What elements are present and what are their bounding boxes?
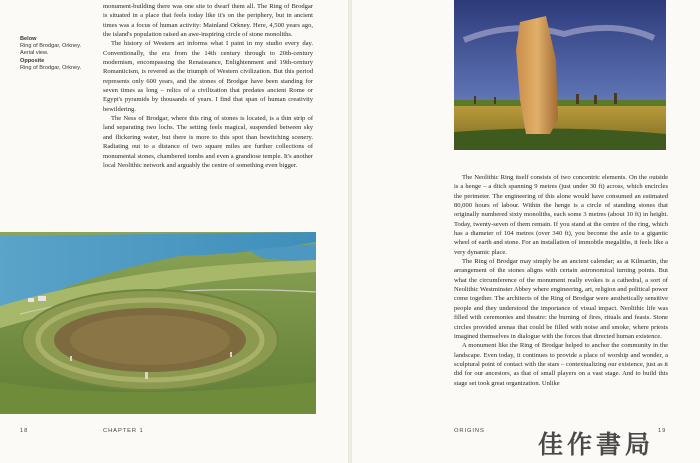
caption-opposite-text: Ring of Brodgar, Orkney. — [20, 65, 82, 71]
caption-opposite — [20, 58, 86, 72]
watermark-text: 佳作書局 — [538, 430, 655, 459]
caption-opposite-label: Opposite — [20, 58, 45, 64]
caption-below-text: Ring of Brodgar, Orkney. Aerial view. — [20, 43, 82, 56]
page-number-right: 19 — [658, 428, 667, 434]
caption-below — [20, 36, 86, 57]
page-number-left: 18 — [20, 428, 29, 434]
aerial-photo — [0, 232, 316, 414]
standing-stone-photo — [454, 0, 666, 150]
running-head-right: ORIGINS — [454, 428, 485, 434]
right-paragraph: The Ring of Brodgar may simply be an ancient calendar; as at Kilmartin, the arrangement of the stones aligns with certain astronomical turning points. But what the circumference of the monument really evokes is a cathedral, a sort of Neolithic Westminster Abbey where engineering, art, religion and political power come together. The architects of the Ring of Brodgar were aesthetically sensitive people and they understood the importance of visual impact. Neolithic life was filled with ceremonies and theatre: the burning of fires, rituals and feasts. Stone circles provided arenas that could be filled with noise and smoke, where priests imagined themselves in dialogue with the forces that directed human existence. — [454, 258, 668, 340]
left-paragraph: The history of Western art informs what I paint in my studio every day. Conventionally, the era from the 14th century through to 20th-century modernism, encompassing the Renaissance, Enlightenment and 19th-century Romanticism, is revered as the triumph of Western civilization. But this period represents only 600 years, and the stones of Brodgar have been standing for seven times as long – relics of a civilization that predates ancient Rome or Egypt's pyramids by thousands of years. I find that span of human creativity bewildering. — [103, 40, 313, 113]
caption-below-label: Below — [20, 36, 37, 42]
left-paragraph: The Ness of Brodgar, where this ring of stones is located, is a thin strip of land separating two lochs. The setting feels magical, suspended between sky and flickering water, but there is more to this spot than bewitching scenery. Radiating out to a distance of two square miles are further collections of monumental stones, chambered tombs and even a grandiose temple. It's another local Neolithic network and arguably the centre of something even bigger. — [103, 115, 313, 169]
right-paragraph: The Neolithic Ring itself consists of two concentric elements. On the outside is a henge – a ditch spanning 9 metres (just under 30 ft) across, which encircles the perimeter. The engineering of this alone would have consumed an estimated 80,000 hours of labour. Within the henge is a circle of standing stones that originally numbered sixty monoliths, each some 3 metres (about 10 ft) in height. Today, twenty-seven of them remain. If you stand at the centre of the ring, which has a diameter of 104 metres (over 340 ft), you become the axle to a gigantic wheel of earth and stone. For an installation of immobile megaliths, it feels like a very dynamic place. — [454, 174, 668, 256]
running-head-left: CHAPTER 1 — [103, 428, 144, 434]
right-body-text — [454, 173, 668, 388]
left-body-text — [103, 2, 313, 170]
right-paragraph: A monument like the Ring of Brodgar helped to anchor the community in the landscape. Even today, it continues to provide a place of worship and wonder, a sculptural point of contact with the stars – contextualizing our existence, just as it did for our ancestors, as that of small players on a vast stage. And to build this stage set took great organization. Unlike — [454, 342, 668, 387]
left-paragraph: monument-building there was one site to dwarf them all. The Ring of Brodgar is situated in a place that feels today like it's on the periphery, but in ancient times was a focus of human activity: Mainland Orkney. Here, 4,500 years ago, the island's population raised an awe-inspiring circle of stone monoliths. — [103, 3, 313, 39]
